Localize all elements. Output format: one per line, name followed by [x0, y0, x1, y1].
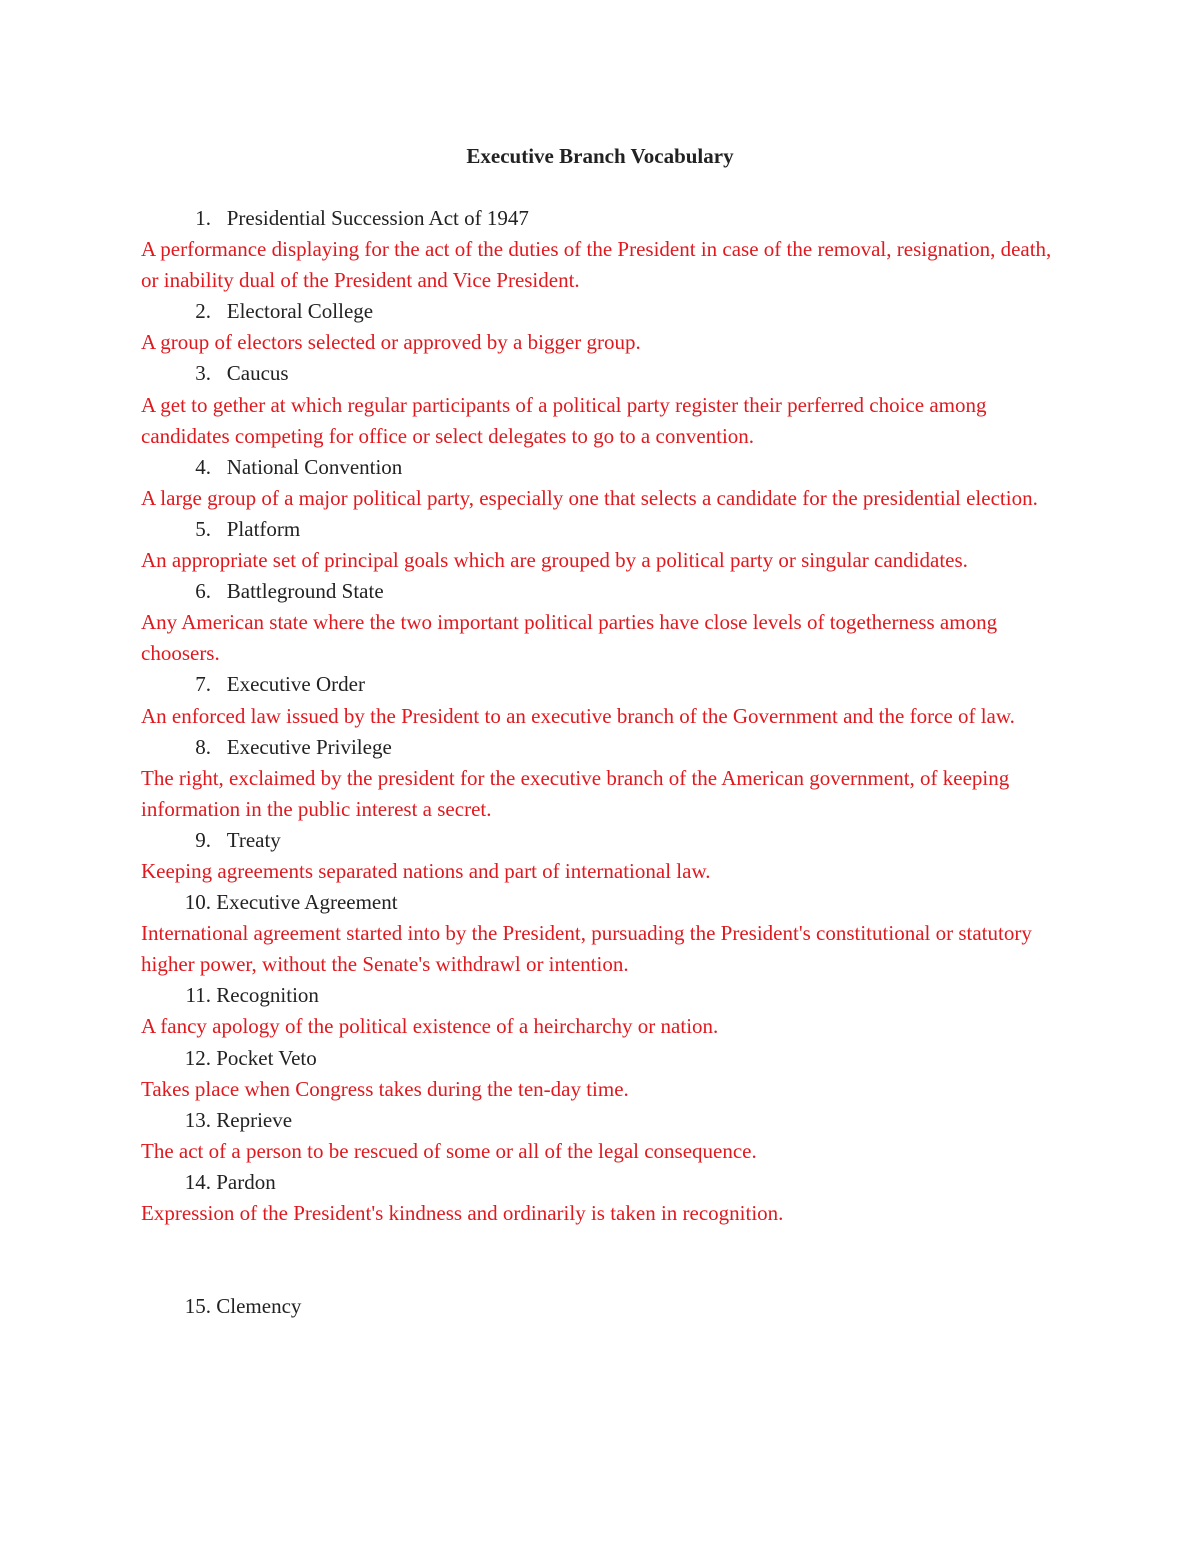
vocab-term	[141, 1043, 1059, 1074]
item-number: 5.	[195, 516, 211, 541]
vocab-entry	[141, 1291, 1059, 1322]
vocab-entry	[141, 887, 1059, 980]
term-label: Reprieve	[216, 1107, 293, 1132]
item-number: 3.	[195, 361, 211, 386]
term-label: Treaty	[226, 827, 281, 852]
term-label: Caucus	[226, 361, 289, 386]
item-number: 8.	[195, 734, 211, 759]
vocab-definition: Expression of the President's kindness and ordinarily is taken in recognition.	[141, 1201, 784, 1225]
vocab-entry	[141, 1105, 1059, 1167]
term-label: Electoral College	[226, 299, 374, 324]
item-number: 15.	[184, 1294, 211, 1319]
item-number: 9.	[195, 827, 211, 852]
item-number: 14.	[184, 1169, 211, 1194]
vocab-definition: An enforced law issued by the President to an executive branch of the Government and the force of law.	[141, 703, 1015, 728]
item-number: 10.	[184, 890, 211, 915]
vocab-entry	[141, 358, 1059, 451]
vocab-definition: A group of electors selected or approved by a bigger group.	[141, 330, 641, 355]
term-label: Pocket Veto	[216, 1045, 317, 1070]
vocab-term	[141, 358, 1059, 389]
item-number: 11.	[185, 983, 211, 1008]
item-number: 1.	[195, 206, 211, 230]
term-label: Executive Agreement	[216, 890, 398, 915]
vocab-term	[141, 296, 1059, 327]
vocab-term	[141, 825, 1059, 856]
vocab-definition: A get to gether at which regular participants of a political party register their perferred choice among candidates competing for office or select delegates to go to a convention.	[141, 392, 987, 448]
term-label: Executive Order	[226, 672, 365, 697]
vocab-entry	[141, 980, 1059, 1042]
vocab-term	[141, 452, 1059, 483]
blank-space	[141, 1229, 1059, 1291]
vocab-definition: Any American state where the two important political parties have close levels of togetherness among choosers.	[141, 610, 998, 666]
vocab-term	[141, 669, 1059, 700]
item-number: 7.	[195, 672, 211, 697]
term-label: Recognition	[216, 983, 319, 1008]
term-label: Presidential Succession Act of 1947	[226, 206, 529, 230]
vocab-term	[141, 1291, 1059, 1322]
vocab-term	[141, 203, 1059, 234]
vocab-entry	[141, 669, 1059, 731]
term-label: Executive Privilege	[226, 734, 392, 759]
vocab-term	[141, 514, 1059, 545]
vocab-term	[141, 1105, 1059, 1136]
vocab-definition: Keeping agreements separated nations and part of international law.	[141, 858, 711, 883]
vocab-entry	[141, 825, 1059, 887]
vocab-entry	[141, 576, 1059, 669]
vocab-definition: A fancy apology of the political existence of a heircharchy or nation.	[141, 1014, 719, 1039]
term-label: Clemency	[216, 1294, 302, 1319]
vocab-definition: The act of a person to be rescued of some or all of the legal consequence.	[141, 1138, 757, 1163]
vocab-entry	[141, 452, 1059, 514]
vocab-entry	[141, 296, 1059, 358]
vocab-definition: The right, exclaimed by the president for the executive branch of the American government, of keeping information in the public interest a secret.	[141, 765, 1010, 821]
item-number: 2.	[195, 299, 211, 324]
item-number: 13.	[184, 1107, 211, 1132]
vocab-definition: An appropriate set of principal goals which are grouped by a political party or singular candidates.	[141, 548, 968, 573]
vocab-term	[141, 980, 1059, 1011]
vocab-entry	[141, 514, 1059, 576]
term-label: Pardon	[216, 1169, 276, 1194]
vocab-entry	[141, 1043, 1059, 1105]
vocab-term	[141, 887, 1059, 918]
item-number: 4.	[195, 454, 211, 479]
vocab-term	[141, 576, 1059, 607]
vocab-term	[141, 1167, 1059, 1198]
vocab-definition: International agreement started into by the President, pursuading the President's constitutional or statutory higher power, without the Senate's withdrawl or intention.	[141, 921, 1032, 977]
vocab-definition: A large group of a major political party, especially one that selects a candidate for the presidential election.	[141, 485, 1038, 510]
document-page	[141, 141, 1059, 1322]
term-label: Battleground State	[226, 579, 384, 604]
vocab-term	[141, 732, 1059, 763]
vocab-entry	[141, 1167, 1059, 1229]
vocab-entry	[141, 732, 1059, 825]
term-label: Platform	[226, 516, 301, 541]
item-number: 6.	[195, 579, 211, 604]
vocab-definition: A performance displaying for the act of the duties of the President in case of the removal, resignation, death, or inability dual of the President and Vice President.	[141, 237, 1052, 293]
vocab-entry	[141, 203, 1059, 296]
vocab-definition: Takes place when Congress takes during the ten-day time.	[141, 1076, 629, 1101]
item-number: 12.	[184, 1045, 211, 1070]
document-title: Executive Branch Vocabulary	[466, 144, 734, 168]
term-label: National Convention	[226, 454, 403, 479]
